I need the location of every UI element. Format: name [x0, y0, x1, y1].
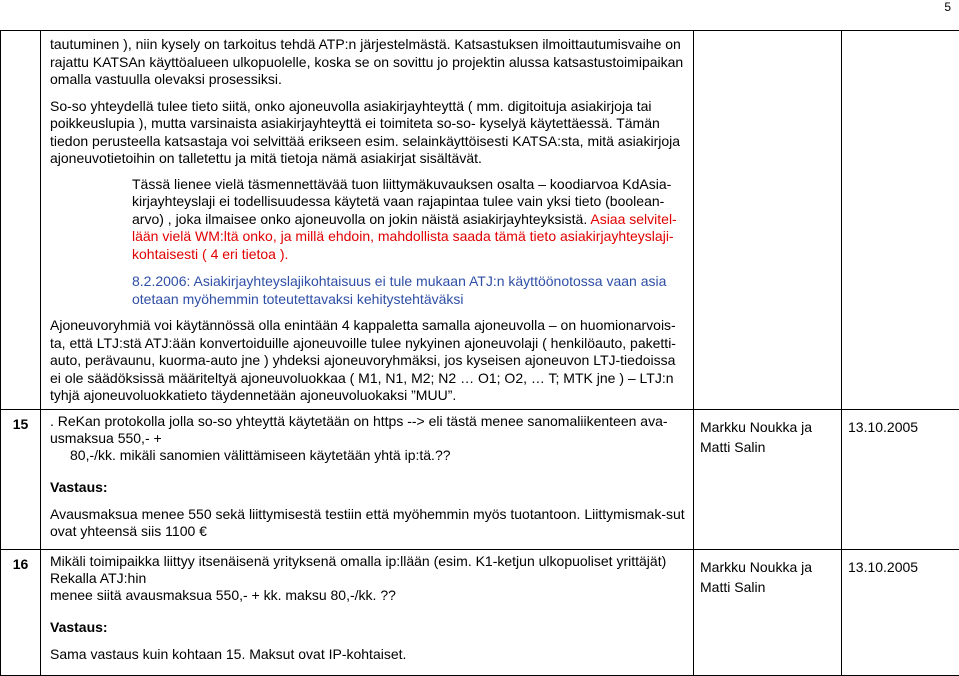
author-cell	[694, 409, 842, 549]
note-blue-text: 8.2.2006: Asiakirjayhteyslajikohtaisuus ei tule mukaan ATJ:n käyttöönotossa vaan asia otetaan myöhemmin toteutettavaksi kehitystehtäväksi	[132, 273, 685, 308]
description-cell	[41, 31, 694, 410]
question-text-cont2: menee siitä avausmaksua 550,- + kk. maksu 80,-/kk. ??	[50, 587, 685, 604]
date-cell: 13.10.2005	[842, 409, 959, 549]
page-number: 5	[944, 0, 951, 14]
date-cell: 13.10.2005	[842, 549, 959, 675]
table-row-continuation	[1, 31, 959, 410]
answer-text	[50, 506, 685, 540]
question-text: . ReKan protokolla jolla so-so yhteyttä käytetään on https --> eli tästä menee sanomaliikenteen ava-usmaksua 550,- +	[50, 413, 685, 447]
author-name-line2: Matti Salin	[700, 577, 841, 597]
answer-label: Vastaus:	[50, 619, 685, 636]
question-cell	[41, 409, 694, 549]
question-text-cont: Rekalla ATJ:hin	[50, 570, 685, 587]
answer-text: Sama vastaus kuin kohtaan 15. Maksut ovat IP-kohtaiset.	[50, 646, 685, 663]
author-cell-empty	[694, 31, 842, 410]
issues-table	[0, 30, 959, 676]
table-row	[1, 409, 959, 549]
author-name-line2: Matti Salin	[700, 437, 841, 457]
note-black-text: Tässä lienee vielä täsmennettävää tuon liittymäkuvauksen osalta – koodiarvoa KdAsia-kirjayhteyslaji ei todellisuudessa käytetä vaan rajapintaa tulee vain yksi tieto (boolean-arvo) , joka ilmaisee onko ajoneuvolla on jokin näistä asiakirjayhteyksistä.	[132, 176, 671, 227]
date-cell-empty	[842, 31, 959, 410]
author-name-line1: Markku Noukka ja	[700, 557, 841, 577]
answer-body: Avausmaksua menee 550 sekä liittymisestä testiin että myöhemmin myös tuotantoon. Liittymismak-sut ovat yhteensä siis 1100	[50, 506, 685, 539]
paragraph-registration: tautuminen ), niin kysely on tarkoitus tehdä ATP:n järjestelmästä. Katsastuksen ilmoittautumisvaihe on rajattu KATSAn käyttöalueen ulkopuolelle, koska se on sovittu jo projektin alussa katsastustoimipaikan omalla vastuulla olevaksi prosessiksi.	[50, 36, 685, 89]
note-block	[132, 176, 685, 309]
number-cell-empty	[1, 31, 41, 410]
note-red-text: Asiaa selvitel-lään vielä WM:ltä onko, ja millä ehdoin, mahdollista saada tämä tieto asiakirjayhteyslaji-kohtaisesti ( 4 eri tietoa ).	[132, 211, 677, 262]
row-number: 16	[1, 549, 41, 675]
question-text-cont: 80,-/kk. mikäli sanomien välittämiseen käytetään yhtä ip:tä.??	[50, 447, 685, 464]
answer-label: Vastaus:	[50, 479, 685, 496]
note-clarification	[132, 176, 685, 264]
paragraph-soso-connection: So-so yhteydellä tulee tieto siitä, onko ajoneuvolla asiakirjayhteyttä ( mm. digitoituja asiakirjoja tai poikkeuslupia ), mutta varsinaista asiakirjayhteyttä ei toimiteta so-so- kyselyä käytettäessä. Tämän tiedon perusteella katsastaja voi selvittää erikseen esim. selainkäyttöisesti KATSA:sta, mitä asiakirjoja ajoneuvotietoihin on talletettu ja mitä tietoja nämä asiakirjat sisältävät.	[50, 98, 685, 168]
author-cell	[694, 549, 842, 675]
question-text: Mikäli toimipaikka liittyy itsenäisenä yrityksenä omalla ip:llään (esim. K1-ketjun ulkopuoliset yrittäjät)	[50, 553, 685, 570]
euro-symbol: €	[199, 523, 207, 539]
question-cell	[41, 549, 694, 675]
row-number: 15	[1, 409, 41, 549]
paragraph-vehicle-groups: Ajoneuvoryhmiä voi käytännössä olla enintään 4 kappaletta samalla ajoneuvolla – on huomionarvois-ta, että LTJ:stä ATJ:ään konvertoiduille ajoneuvoille tulee nykyinen ajoneuvolaji ( henkilöauto, paketti-auto, perävaunu, kuorma-auto jne ) yhdeksi ajoneuvoryhmäksi, jos kyseisen ajoneuvon LTJ-tiedoissa ei ole säädöksissä määriteltyä ajoneuvoluokkaa ( M1, N1, M2; N2 … O1; O2, … T; MTK jne ) – LTJ:n tyhjä ajoneuvoluokkatieto täydennetään ajoneuvoluokaksi ”MUU”.	[50, 317, 685, 405]
author-name-line1: Markku Noukka ja	[700, 417, 841, 437]
table-row	[1, 549, 959, 675]
